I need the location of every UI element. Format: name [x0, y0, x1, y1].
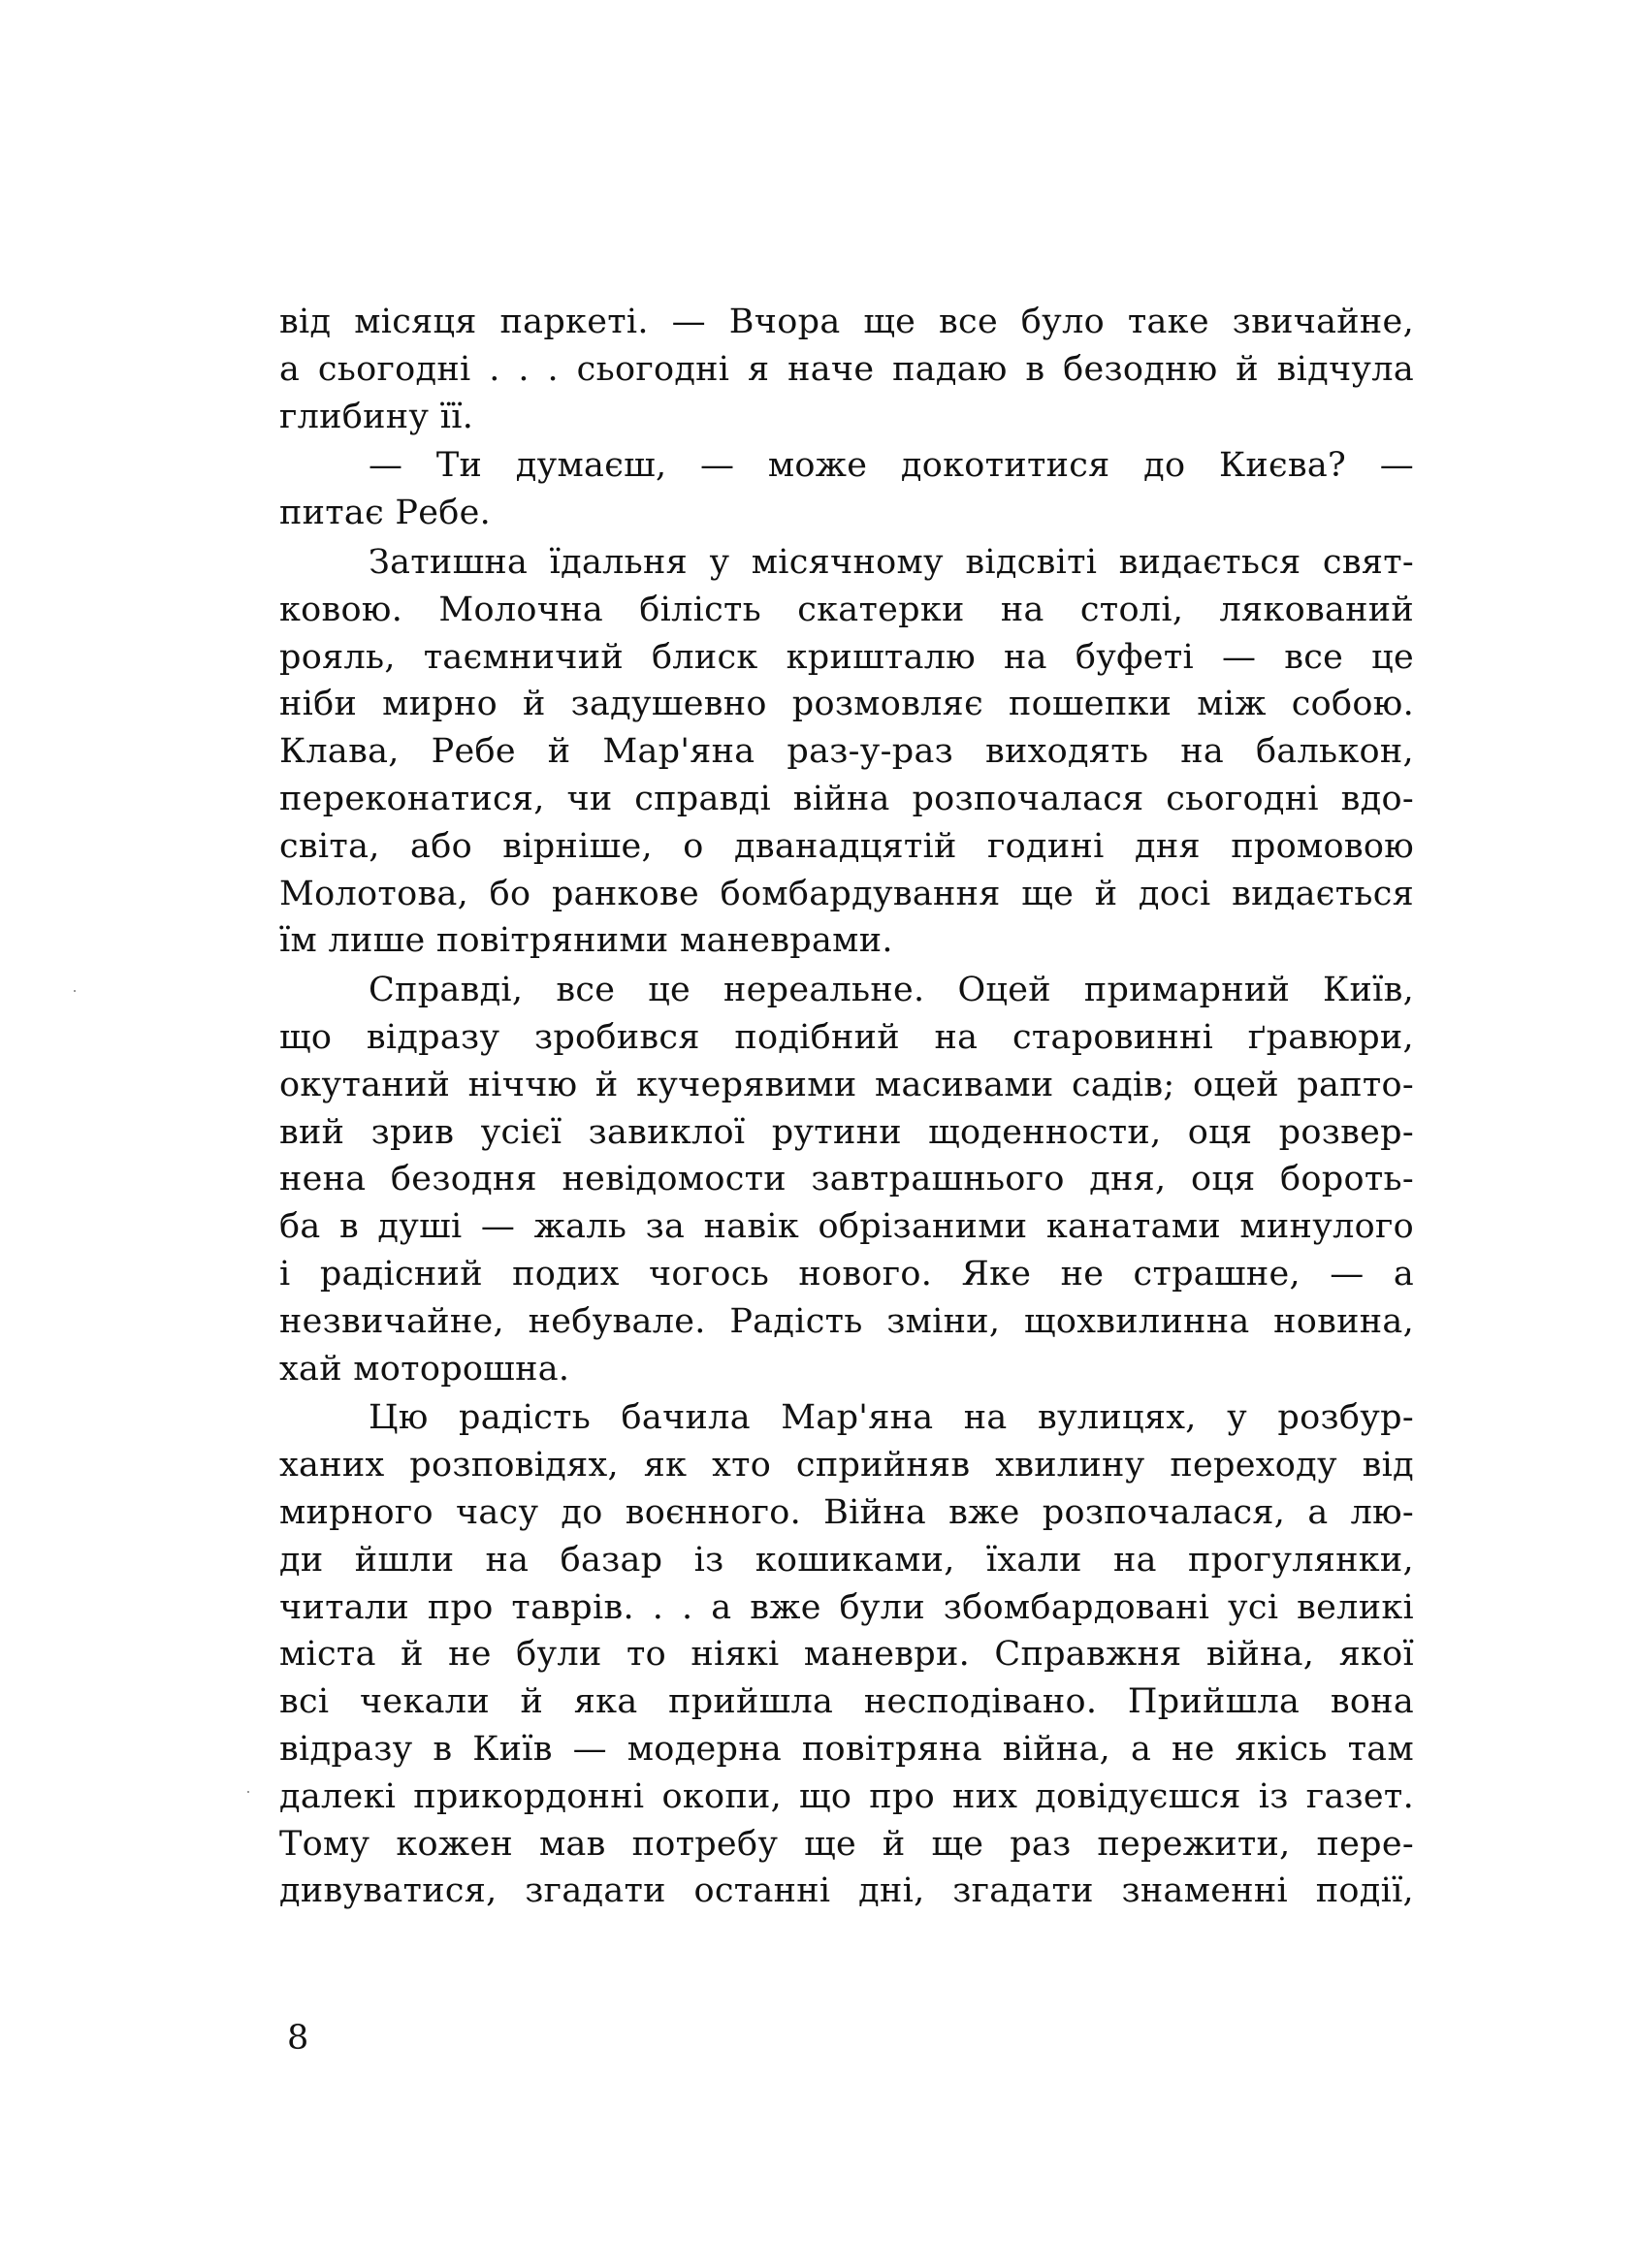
scan-speck	[247, 1791, 249, 1793]
text-line: а сьогодні . . . сьогодні я наче падаю в безодню й відчула	[279, 349, 1414, 389]
text-line: міста й не були то ніякі маневри. Справжня війна, якої	[279, 1635, 1414, 1675]
text-line: дивуватися, згадати останні дні, згадати знаменні події,	[279, 1871, 1414, 1911]
text-line: Клава, Ребе й Мар'яна раз-у-раз виходять на балькон,	[279, 732, 1414, 772]
text-line: Затишна їдальня у місячному відсвіті видається свят-	[369, 542, 1414, 582]
text-line: Тому кожен мав потребу ще й ще раз пережити, пере-	[279, 1824, 1414, 1864]
text-line: і радісний подих чогось нового. Яке не страшне, — а	[279, 1254, 1414, 1294]
text-line: відразу в Київ — модерна повітряна війна, а не якісь там	[279, 1729, 1414, 1769]
text-line: ба в душі — жаль за навік обрізаними канатами минулого	[279, 1207, 1414, 1247]
text-line: незвичайне, небувале. Радість зміни, щохвилинна новина,	[279, 1301, 1414, 1341]
text-line: читали про таврів. . . а вже були збомбардовані усі великі	[279, 1587, 1414, 1627]
body-text	[279, 299, 1414, 1915]
text-line: Молотова, бо ранкове бомбардування ще й досі видається	[279, 874, 1414, 913]
text-line: питає Ребе.	[279, 494, 492, 533]
text-line: мирного часу до воєнного. Війна вже розпочалася, а лю-	[279, 1492, 1414, 1532]
text-line: ніби мирно й задушевно розмовляє пошепки між собою.	[279, 685, 1414, 724]
text-line: рояль, таємничий блиск кришталю на буфеті — все це	[279, 637, 1414, 677]
text-line: хай моторошна.	[279, 1349, 570, 1389]
text-line: всі чекали й яка прийшла несподівано. Прийшла вона	[279, 1682, 1414, 1722]
text-line: глибину її.	[279, 397, 474, 436]
text-line: Цю радість бачила Мар'яна на вулицях, у розбур-	[369, 1398, 1414, 1438]
page-number: 8	[287, 2019, 309, 2058]
text-line: переконатися, чи справді війна розпочалася сьогодні вдо-	[279, 779, 1414, 818]
text-line: вий зрив усієї завиклої рутини щоденности, оця розвер-	[279, 1112, 1414, 1152]
text-line: світа, або вірніше, о дванадцятій годині дня промовою	[279, 826, 1414, 866]
text-line: ханих розповідях, як хто сприйняв хвилину переходу від	[279, 1446, 1414, 1485]
text-line: їм лише повітряними маневрами.	[279, 921, 893, 961]
text-line: ди йшли на базар із кошиками, їхали на прогулянки,	[279, 1540, 1414, 1580]
text-line: окутаний ніччю й кучерявими масивами садів; оцей рапто-	[279, 1065, 1414, 1104]
text-line: нена безодня невідомости завтрашнього дня, оця бороть-	[279, 1160, 1414, 1199]
text-line: від місяця паркеті. — Вчора ще все було таке звичайне,	[279, 303, 1414, 341]
text-line: далекі прикордонні окопи, що про них довідуєшся із газет.	[279, 1776, 1414, 1816]
text-line: — Ти думаєш, — може докотитися до Києва? —	[369, 446, 1414, 486]
scan-speck	[74, 990, 76, 992]
text-line: ковою. Молочна білість скатерки на столі, лякований	[279, 590, 1414, 629]
text-line: що відразу зробився подібний на старовинні ґравюри,	[279, 1017, 1414, 1057]
text-line: Справді, все це нереальне. Оцей примарний Київ,	[369, 971, 1414, 1010]
